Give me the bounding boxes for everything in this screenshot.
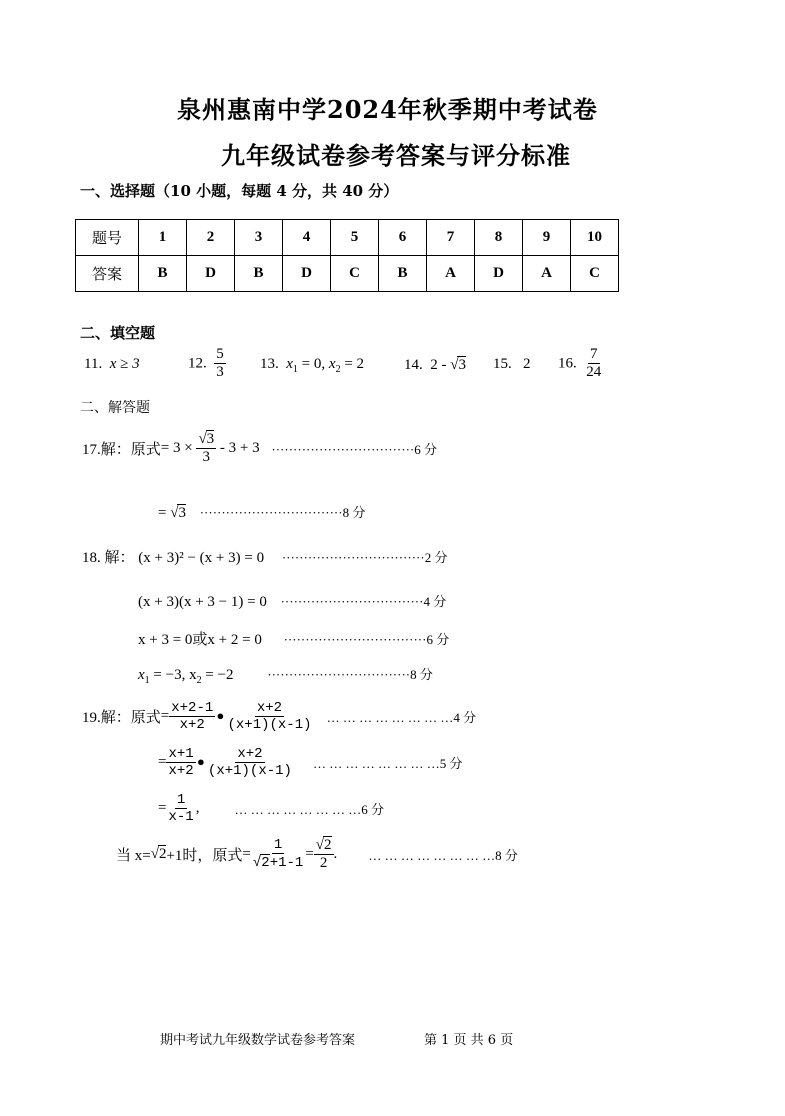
q18-label: 18. 解：: [82, 550, 135, 566]
denominator: x+2: [168, 763, 194, 780]
equals-sign: =: [158, 800, 167, 817]
var-x2: x: [328, 356, 336, 372]
denominator-suffix: +1-1: [269, 855, 304, 872]
table-cell: 1: [139, 220, 187, 256]
table-cell: 5: [331, 220, 379, 256]
question-number: 11.: [84, 356, 103, 372]
table-cell: C: [571, 256, 619, 292]
sqrt-icon: √: [252, 855, 262, 872]
q19-line-2: [158, 746, 463, 779]
subscript: 1: [144, 675, 150, 686]
row-label-answer: 答案: [76, 256, 139, 292]
radicand: 3: [458, 357, 466, 373]
subscript: 2: [335, 364, 341, 375]
fraction: [314, 836, 334, 873]
answer-text: x ≥ 3: [109, 356, 140, 372]
table-cell: 6: [379, 220, 427, 256]
table-cell: B: [139, 256, 187, 292]
value: = 2: [340, 356, 365, 372]
fill-answer-16: [558, 346, 603, 382]
table-cell: 3: [235, 220, 283, 256]
radicand: 2: [324, 837, 332, 853]
q17-line-2: [158, 502, 365, 522]
table-cell: 9: [523, 220, 571, 256]
row-label-question: 题号: [76, 220, 139, 256]
denominator: 24: [586, 364, 602, 381]
score-dots: ·································8 分: [199, 505, 366, 520]
score-dots: ·································6 分: [271, 441, 438, 457]
numerator: 1: [273, 837, 283, 854]
radicand: 3: [178, 505, 186, 521]
footer-page-number: 第 1 页 共 6 页: [424, 1033, 514, 1048]
answer-prefix: 2 -: [430, 357, 451, 373]
fill-answer-15: [493, 356, 531, 373]
question-number: 16.: [558, 355, 577, 372]
table-row-numbers: [76, 220, 619, 256]
expr-part: =: [158, 505, 171, 521]
q19-line-4: [116, 836, 518, 873]
answer-text: 2: [523, 356, 531, 372]
sqrt-icon: √: [450, 357, 459, 373]
when-suffix: +1时，原式: [166, 847, 243, 864]
comma: ,: [195, 800, 200, 817]
fraction: [166, 746, 195, 779]
denominator: 3: [216, 364, 224, 381]
numerator: [196, 430, 216, 449]
radicand: 2: [158, 846, 167, 863]
expr-part: - 3 + 3: [216, 439, 260, 456]
numerator: 1: [176, 792, 186, 808]
fill-answer-12: [188, 346, 226, 382]
equation: (x + 3)(x + 3 − 1) = 0: [138, 594, 267, 610]
equation: (x + 3)² − (x + 3) = 0: [138, 550, 265, 566]
question-number: 13.: [260, 356, 279, 372]
numerator: [314, 836, 334, 855]
numerator: x+2-1: [171, 700, 214, 716]
section-heading-fill: 二、填空题: [80, 324, 156, 342]
equals-sign: =: [160, 708, 170, 725]
table-cell: C: [331, 256, 379, 292]
denominator: [251, 854, 305, 871]
table-cell: A: [427, 256, 475, 292]
score-dots: ·································2 分: [281, 550, 448, 565]
section-heading-solve: 二、解答题: [80, 400, 150, 416]
equals-sign: =: [305, 845, 314, 862]
score-dots: … … … … … … … …5 分: [313, 756, 463, 772]
fill-answer-13: [260, 356, 364, 375]
score-dots: ·································8 分: [267, 667, 433, 682]
fraction: [225, 700, 313, 733]
footer-left: 期中考试九年级数学试卷参考答案: [160, 1033, 356, 1048]
table-cell: D: [187, 256, 235, 292]
table-cell: B: [379, 256, 427, 292]
q18-line-4: [138, 664, 433, 686]
title-line-1: 泉州惠南中学2024年秋季期中考试卷: [177, 95, 598, 124]
q18-line-3: [138, 628, 449, 649]
denominator: 3: [202, 449, 211, 466]
question-number: 12.: [188, 355, 207, 372]
q18-line-2: [138, 591, 446, 611]
numerator: 5: [214, 346, 226, 364]
table-cell: 2: [187, 220, 235, 256]
value: = −2: [201, 667, 234, 683]
denominator: 2: [319, 855, 328, 872]
numerator: x+2: [237, 746, 263, 762]
when-prefix: 当 x=: [116, 847, 151, 864]
score-dots: … … … … … … … …4 分: [326, 710, 477, 726]
q18-line-1: [82, 546, 447, 567]
score-dots: ·································6 分: [283, 632, 450, 647]
table-row-answers: [76, 256, 619, 292]
equation: x + 3 = 0或x + 2 = 0: [138, 632, 262, 648]
table-cell: 4: [283, 220, 331, 256]
fraction: [214, 346, 226, 382]
sqrt-icon: √: [170, 505, 179, 521]
numerator: x+1: [168, 746, 194, 762]
q19-line-3: [158, 792, 384, 825]
expr-part: = 3 ×: [160, 439, 197, 456]
fraction: [584, 346, 603, 382]
equals-sign: =: [242, 845, 251, 862]
table-cell: A: [523, 256, 571, 292]
radicand: 2: [261, 855, 270, 872]
score-dots: ·································4 分: [280, 594, 447, 609]
denominator: x-1: [168, 809, 194, 826]
q19-line-1: [82, 700, 476, 733]
var-x1: x: [286, 356, 293, 372]
value: = 0,: [297, 356, 329, 372]
subscript: 1: [292, 364, 298, 375]
fill-answer-11: [84, 356, 140, 373]
q19-label: 19.解：原式: [82, 710, 161, 727]
fill-answer-14: [404, 356, 466, 374]
table-cell: D: [283, 256, 331, 292]
q17-label: 17.解：原式: [82, 441, 161, 458]
period: .: [333, 845, 338, 862]
fraction: [206, 746, 294, 779]
value: = −3, x: [149, 667, 197, 683]
multiply-dot: •: [195, 753, 206, 773]
table-cell: B: [235, 256, 283, 292]
denominator: (x+1)(x-1): [227, 717, 312, 734]
denominator: (x+1)(x-1): [207, 763, 292, 780]
multiply-dot: •: [215, 707, 226, 727]
title-line-2: 九年级试卷参考答案与评分标准: [221, 141, 571, 170]
fraction: [196, 430, 216, 467]
sqrt-icon: √: [315, 837, 325, 853]
numerator: x+2: [256, 700, 283, 716]
fraction: [169, 700, 215, 733]
table-cell: D: [475, 256, 523, 292]
var-x1: x: [138, 667, 145, 683]
table-cell: 8: [475, 220, 523, 256]
question-number: 15.: [493, 356, 512, 372]
answer-table: [75, 219, 619, 292]
score-dots: … … … … … … … …6 分: [234, 802, 385, 818]
denominator: x+2: [179, 717, 205, 734]
q17-line-1: [82, 430, 437, 467]
section-heading-choice: 一、选择题（10 小题，每题 4 分，共 40 分）: [80, 182, 399, 200]
sqrt-icon: √: [198, 431, 207, 447]
fraction: [251, 837, 305, 871]
radicand: 3: [206, 431, 215, 447]
equals-sign: =: [158, 754, 167, 771]
subscript: 2: [196, 675, 202, 686]
table-cell: 10: [571, 220, 619, 256]
numerator: 7: [588, 346, 600, 364]
table-cell: 7: [427, 220, 475, 256]
fraction: [166, 792, 195, 825]
question-number: 14.: [404, 357, 423, 373]
sqrt-icon: √: [150, 845, 159, 862]
score-dots: … … … … … … … …8 分: [368, 847, 518, 863]
